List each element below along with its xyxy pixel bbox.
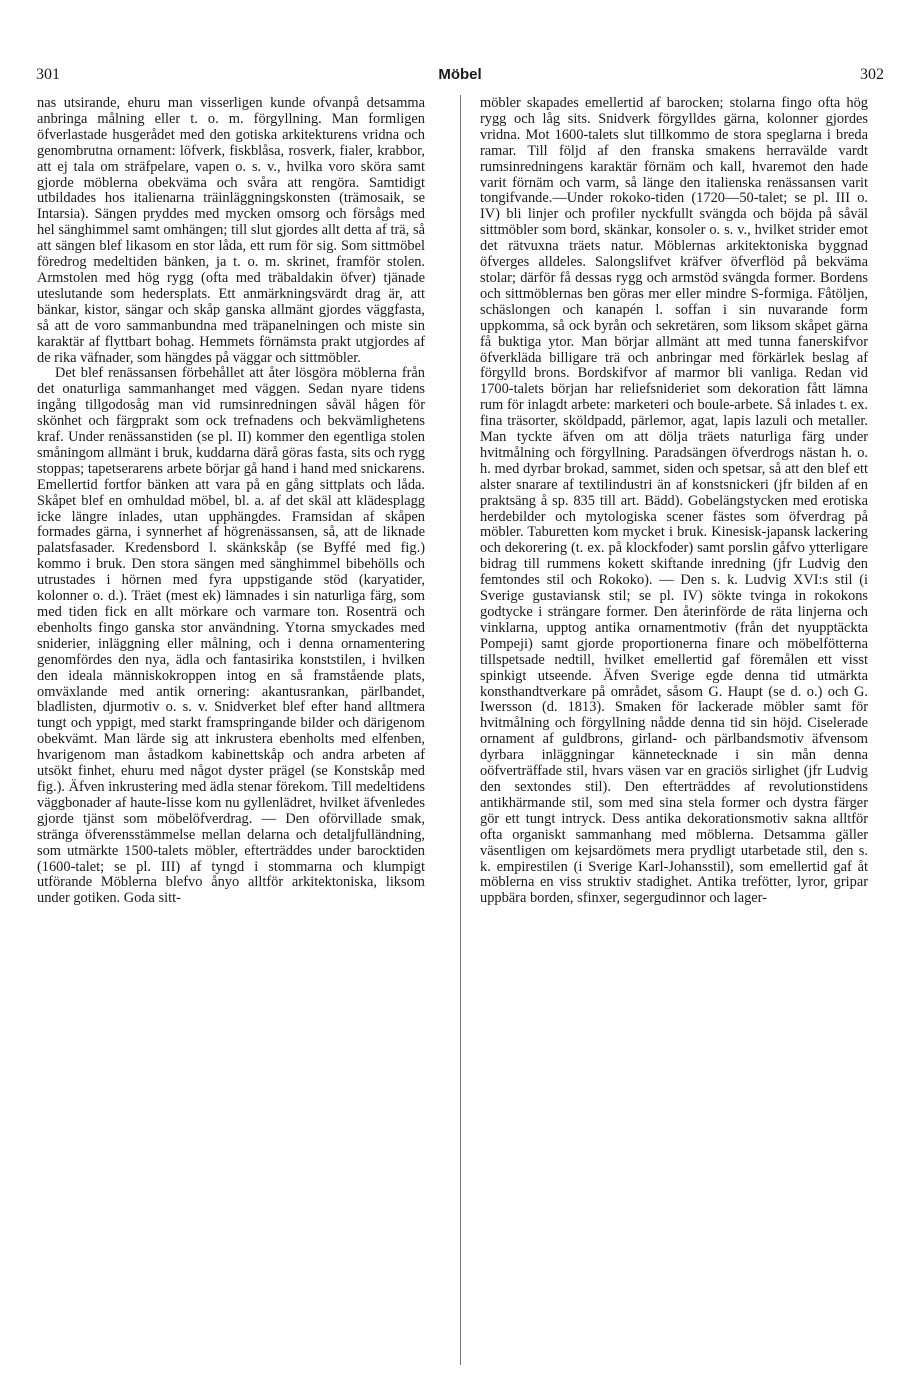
running-title: Möbel bbox=[438, 66, 482, 83]
right-column bbox=[480, 96, 868, 907]
column-divider bbox=[460, 95, 461, 1365]
page-number-left: 301 bbox=[36, 66, 60, 83]
running-header bbox=[34, 66, 886, 88]
page-number-right: 302 bbox=[860, 66, 884, 83]
paragraph: Det blef renässansen förbehållet att åter lösgöra möblerna från det onaturliga sammanhanget med väggen. Sedan nyare tidens ingång tillgodosåg man vid rumsinredningen såväl hågen för skönhet och färgprakt som ock trefnadens och bekvämlighetens kraf. Under renässanstiden (se pl. II) kommer den egentliga stolen småningom allmänt i bruk, kuddarna därå göras fasta, sits och rygg stoppas; tapetserarens arbete börjar gå hand i hand med snickarens. Emellertid fortfor bänken att vara på en gång sittplats och låda. Skåpet blef en omhuldad möbel, bl. a. af det skäl att klädesplagg icke längre inlades, utan upphängdes. Framsidan af skåpen formades gärna, i synnerhet af högrenässansen, så, att de liknade palatsfasader. Kredensbord l. skänkskåp (se Byffé med fig.) kommo i bruk. Den stora sängen med sänghimmel bibehölls och utrustades i hörnen med fyra uppstigande stöd (karyatider, kolonner o. d.). Träet (mest ek) lämnades i sin naturliga färg, som med tiden fick en allt mörkare och varmare ton. Rosenträ och ebenholts fingo ganska stor användning. Ytorna smyckades med sniderier, inläggning eller målning, och i denna ornamentering genomfördes den nya, ädla och fantasirika konststilen, i hvilken den ideala människokroppen intog en så framstående plats, omväxlande med antik ornering: akantusrankan, pärlbandet, bladlisten, djurmotiv o. s. v. Snidverket blef efter hand alltmera tungt och yppigt, med starkt framspringande bilder och därigenom obekvämt. Man lärde sig att inkrustera ebenholts med elfenben, hvarigenom man åstadkom kabinettskåp och andra arbeten af utsökt finhet, ehuru med något dyster prägel (se Konstskåp med fig.). Äfven inkrustering med ädla stenar förekom. Till medeltidens väggbonader af haute-lisse kom nu gyllenlädret, hvilket äfvenledes gjorde tjänst som möbelöfverdrag. — Den oförvillade smak, stränga öfverensstämmelse mellan delarna och detaljfulländning, som utmärkte 1500-talets möbler, efterträddes under barocktiden (1600-talet; se pl. III) af tyngd i stommarna och klumpigt utförande Möblerna blefvo ånyo alltför arkitektoniska, liksom under gotiken. Goda sitt- bbox=[37, 365, 425, 907]
paragraph: nas utsirande, ehuru man visserligen kunde ofvanpå detsamma anbringa målning eller t. o. m. förgyllning. Man formligen öfverlastade husgerådet med den gotiska arkitekturens vridna och genombrutna ornament: löfverk, fiskblåsa, rosverk, fialer, krabbor, att ej tala om sträfpelare, vapen o. s. v., hvilka voro sköra samt gjorde möblerna obekväma och svåra att rengöra. Samtidigt utbildades hos italienarna träinläggningskonsten (trämosaik, se Intarsia). Sängen pryddes med mycken omsorg och försågs med hel sänghimmel samt omhängen; till slut gjordes allt detta af trä, så att sängen blef likasom en stor låda, ett rum för sig. Som sittmöbel föredrog medeltiden bänken, ja t. o. m. skrinet, framför stolen. Armstolen med hög rygg (ofta med träbaldakin öfver) tjänade uteslutande som hedersplats. Ett anmärkningsvärdt drag är, att bänkar, kistor, sängar och skåp ganska allmänt gjordes väggfasta, så att de voro sammanbundna med träpanelningen och miste sin karaktär af flyttbart bohag. Hemmets förnämsta prakt utgjordes af de rika väfnader, som hängdes på väggar och sittmöbler. bbox=[37, 95, 425, 366]
paragraph: möbler skapades emellertid af barocken; stolarna fingo ofta hög rygg och låg sits. Snidverk förgylldes gärna, kolonner gjordes vridna. Mot 1600-talets slut tillkommo de stora speglarna i breda ramar. Till följd af den franska smakens herravälde vardt rumsinredningens karaktär förnäm och kall, hvaremot den hade varit förnäm och varm, så länge den italienska renässansen varit tongifvande.—Under rokoko-tiden (1720—50-talet; se pl. III o. IV) bli linjer och profiler nyckfullt svängda och böjda på såväl sittmöbler som bord, skänkar, konsoler o. s. v., hvilket strider emot det rätvuxna träets natur. Möblernas arkitektoniska byggnad öfverges alldeles. Salongslifvet kräfver öfverflöd på bekväma stolar; därför få dessas rygg och armstöd svängda former. Bordens och sittmöblernas ben göras mer eller mindre S-formiga. Fåtöljen, schäslongen och kanapén l. soffan i sin nuvarande form uppkomma, så ock byrån och sekretären, som liksom skåpet gärna få buktiga ytor. Man börjar allmänt att med tunna fanerskifvor öfverkläda billigare trä och anbringar med förkärlek beslag af förgylld brons. Bordskifvor af marmor bli vanliga. Redan vid 1700-talets början har reliefsnideriet som dekoration fått lämna rum för inlagdt arbete: marketeri och boule-arbete. Så inlades t. ex. fina träsorter, sköldpadd, pärlemor, agat, lapis lazuli och metaller. Man tyckte äfven om att dölja träets naturliga färg under hvitmålning och förgyllning. Paradsängen öfverdrogs nästan h. o. h. med dyrbar brokad, sammet, siden och spetsar, så att den blef ett alster snarare af textilindustri än af konstsnickeri (jfr bilden af en praktsäng å sp. 835 till art. Bädd). Gobelängstycken med erotiska herdebilder och mytologiska scener fästes som öfverdrag på möbler. Taburetten kom mycket i bruk. Kinesisk-japansk lackering och dekorering (t. ex. på klockfoder) samt porslin gåfvo ytterligare bidrag till rummens kokett skiftande inredning (jfr Ludvig den femtondes stil och Rokoko). — Den s. k. Ludvig XVI:s stil (i Sverige gustaviansk stil; se pl. IV) sökte tvinga in rokokons godtycke i strängare former. Den återinförde de räta linjerna och vinklarna, upptog antika ornamentmotiv (från det nyupptäckta Pompeji) samt gjorde proportionerna finare och möbelfötterna tillspetsade nedtill, hvilket emellertid gaf föremålen ett visst spinkigt utseende. Äfven Sverige egde denna tid utmärkta konsthandtverkare på området, såsom G. Haupt (se d. o.) och G. Iwersson (d. 1813). Smaken för lackerade möbler samt för hvitmålning och förgyllning nådde denna tid sin höjd. Ciselerade ornament af guldbrons, girland- och pärlbandsmotiv äfvensom dyrbara inläggningar kännetecknade i sin mån denna oöfverträffade stil, hvars väsen var en graciös sirlighet (jfr Ludvig den sextondes stil). Den efterträddes af revolutionstidens antikhärmande stil, som med sina stela former och dystra färger gör ett tungt intryck. Dess antika dekorationsmotiv sakna alltför ofta organiskt sammanhang med möblerna. Detsamma gäller väsentligen om kejsardömets mera prydligt utarbetade stil, den s. k. empirestilen (i Sverige Karl-Johansstil), som emellertid gaf åt möblerna en viss struktiv stadighet. Antika trefötter, lyror, gripar uppbära borden, sfinxer, segergudinnor och lager- bbox=[480, 95, 868, 907]
left-column bbox=[37, 96, 425, 907]
